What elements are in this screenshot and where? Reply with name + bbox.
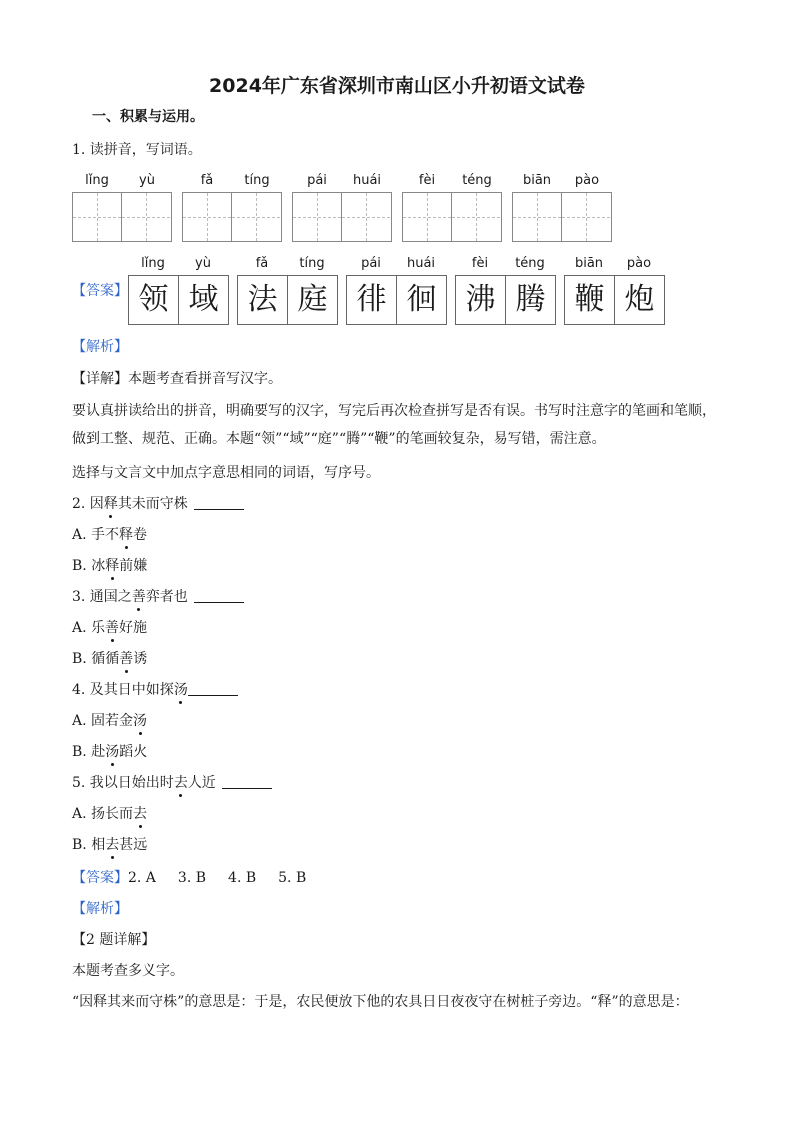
question-4: 4. 及其日中如探汤 [72,680,238,700]
answer-group [346,253,447,325]
pinyin: biān [574,256,604,271]
writing-box[interactable] [122,193,170,241]
pinyin-group [512,170,612,242]
detail-text: 本题考查多义字。 [72,963,184,979]
writing-box[interactable] [513,193,562,241]
detail-heading: 【2 题详解】 [72,932,156,948]
pinyin: tíng [244,173,270,188]
pinyin: lǐng [141,256,165,271]
answer-char: 腾 [515,282,546,317]
pinyin: pào [574,173,600,188]
answer-char: 沸 [456,276,506,324]
writing-box[interactable] [73,193,122,241]
pinyin-group [182,170,282,242]
writing-box[interactable] [342,193,390,241]
pinyin: fǎ [255,256,269,271]
dotted-char: 善 [105,620,120,636]
question-3: 3. 通国之善弈者也 [72,587,244,607]
pinyin: biān [522,173,552,188]
instruction: 选择与文言文中加点字意思相同的词语，写序号。 [72,465,380,481]
pinyin-group [292,170,392,242]
dotted-char: 去 [133,806,148,822]
answer-item: 3. B [177,870,207,886]
answers-row [72,868,306,888]
answer-char: 鞭 [565,276,615,324]
option-2b: B. 冰释前嫌 [72,558,148,574]
question-2: 2. 因释其未而守株 [72,494,244,514]
dotted-char: 释 [105,558,120,574]
detail-text: “因释其来而守株”的意思是：于是，农民便放下他的农具日日夜夜守在树桩子旁边。“释”的意思是： [72,994,689,1010]
answer-label: 【答案】 [72,870,128,886]
dotted-char: 汤 [173,682,188,698]
pinyin-group [72,170,172,242]
pinyin: pái [361,256,381,271]
pinyin: pào [626,256,652,271]
answer-item: 4. B [228,870,257,886]
question-5: 5. 我以日始出时去人近 [72,773,272,793]
option-4b: B. 赴汤蹈火 [72,744,148,760]
dotted-char: 善 [119,651,134,667]
dotted-char: 汤 [133,713,148,729]
dotted-char: 释 [103,496,118,512]
answer-group [128,253,229,325]
pinyin: téng [515,256,545,271]
writing-box[interactable] [452,193,500,241]
answer-char: 法 [238,276,288,324]
option-4a: A. 固若金汤 [72,713,148,729]
answer-grid [128,253,673,325]
option-2a: A. 手不释卷 [72,527,148,543]
pinyin: yù [195,256,211,271]
option-3a: A. 乐善好施 [72,620,148,636]
pinyin: pái [307,173,327,188]
analysis-label: 【解析】 [72,339,128,355]
pinyin: fèi [418,173,436,188]
writing-box[interactable] [232,193,280,241]
writing-box[interactable] [562,193,610,241]
answer-item: 2. A [128,870,156,886]
answer-blank[interactable] [188,681,238,696]
option-5a: A. 扬长而去 [72,806,148,822]
writing-box[interactable] [403,193,452,241]
pinyin-group [402,170,502,242]
detail-heading: 【详解】本题考查看拼音写汉字。 [72,371,282,387]
question-1: 1. 读拼音，写词语。 [72,142,202,158]
pinyin: fǎ [200,173,214,188]
answer-group [455,253,556,325]
pinyin: huái [406,256,436,271]
dotted-char: 去 [173,775,188,791]
answer-group [564,253,665,325]
pinyin: yù [139,173,155,188]
page-title: 2024年广东省深圳市南山区小升初语文试卷 [209,75,585,97]
answer-blank[interactable] [194,495,244,510]
pinyin: fèi [471,256,489,271]
answer-item: 5. B [278,870,307,886]
pinyin: tíng [299,256,325,271]
answer-blank[interactable] [194,588,244,603]
section-heading: 一、积累与运用。 [92,109,204,125]
answer-char: 庭 [297,282,328,317]
answer-char: 领 [129,276,179,324]
detail-body: 要认真拼读给出的拼音，明确要写的汉字，写完后再次检查拼写是否有误。书写时注意字的笔画和笔顺，做到工整、规范、正确。本题“领”“域”“庭”“腾”“鞭”的笔画较复杂，易写错，需注意。 [72,403,716,447]
writing-box[interactable] [293,193,342,241]
analysis-label: 【解析】 [72,901,128,917]
answer-char: 徘 [347,276,397,324]
writing-box[interactable] [183,193,232,241]
pinyin: lǐng [85,173,109,188]
pinyin: téng [462,173,492,188]
answer-char: 炮 [624,282,655,317]
option-3b: B. 循循善诱 [72,651,148,667]
dotted-char: 汤 [105,744,120,760]
answer-blank[interactable] [222,774,272,789]
pinyin: huái [352,173,382,188]
answer-char: 徊 [406,282,437,317]
answer-label: 【答案】 [72,283,128,299]
answer-group [237,253,338,325]
dotted-char: 释 [119,527,134,543]
answer-char: 域 [188,282,219,317]
pinyin-grid [72,170,622,242]
dotted-char: 善 [131,589,146,605]
option-5b: B. 相去甚远 [72,837,148,853]
dotted-char: 去 [105,837,120,853]
